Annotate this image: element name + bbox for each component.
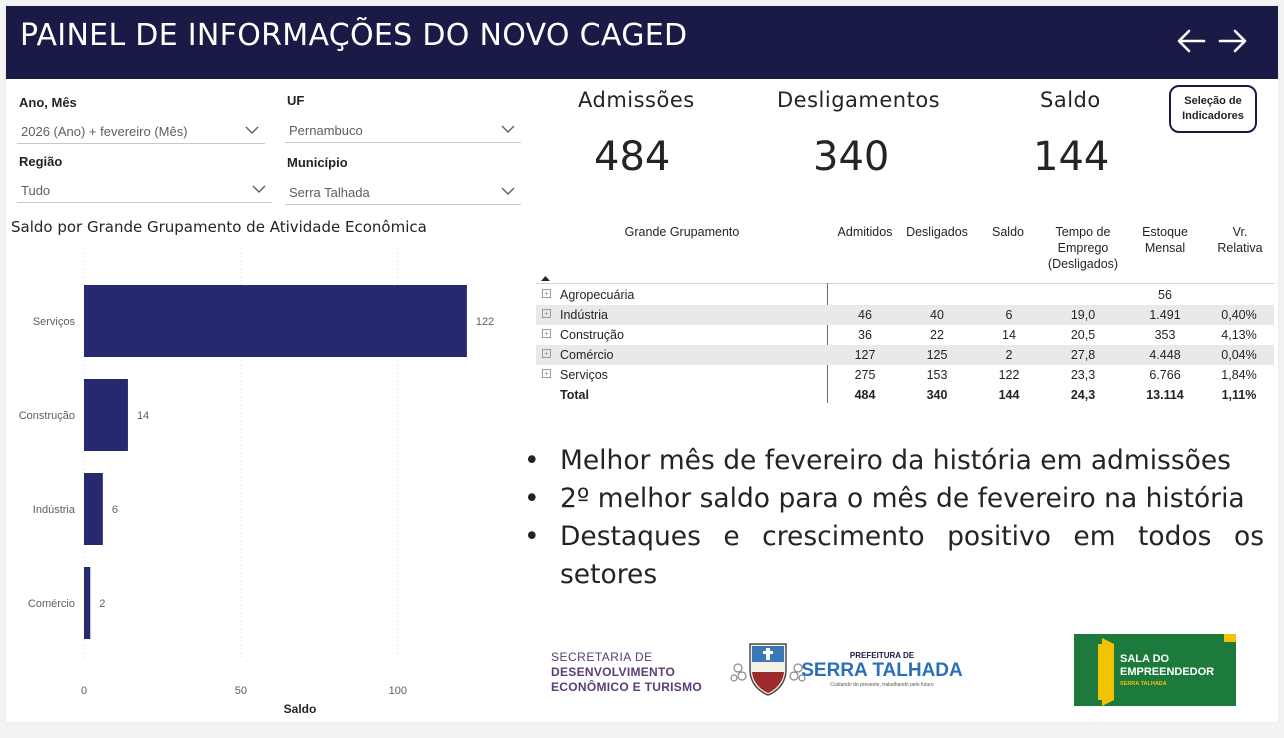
cell-vr: 0,04% [1221,348,1257,362]
data-label: 2 [99,598,106,610]
y-tick-label: Construção [18,410,75,422]
prefeitura-logo-line3: Cuidando do presente, trabalhando pelo futuro [830,682,934,688]
table-row[interactable] [536,325,1274,345]
cell-tempo: 27,8 [1070,348,1096,362]
cell-estoque: 1.491 [1149,308,1181,322]
filter-municipio-dropdown[interactable] [285,179,521,205]
cell-total-label: Total [560,388,589,402]
cell-total-desligados: 340 [926,388,948,402]
cell-desligados: 22 [930,328,944,342]
bar-serviços [84,285,467,357]
col-header-vr[interactable] [1210,224,1270,256]
cell-saldo: 6 [1005,308,1013,322]
x-tick-label: 100 [388,685,408,697]
col-header-tempo[interactable] [1040,224,1126,272]
cell-admitidos: 127 [854,348,876,362]
table-row[interactable] [536,365,1274,385]
filter-uf-label: UF [287,93,305,108]
cell-desligados: 40 [930,308,944,322]
cell-total-admitidos: 484 [854,388,876,402]
cell-saldo: 122 [998,368,1020,382]
bar-comércio [84,567,90,639]
col-header-saldo[interactable]: Saldo [992,225,1024,239]
cell-grupamento: Indústria [560,308,608,322]
bar-indústria [84,473,103,545]
expand-row-icon[interactable]: + [542,349,551,358]
kpi-desligamentos-value: 340 [813,134,890,180]
kpi-admissoes-label: Admissões [578,88,695,112]
data-label: 14 [136,410,150,422]
secretaria-logo-line1: SECRETARIA DE [551,650,653,664]
cell-grupamento: Serviços [560,368,608,382]
chevron-down-icon [501,187,515,196]
data-label: 122 [475,316,495,328]
page-title: PAINEL DE INFORMAÇÕES DO NOVO CAGED [20,18,688,53]
expand-row-icon[interactable]: + [542,369,551,378]
cell-estoque: 6.766 [1149,368,1181,382]
cell-vr: 4,13% [1221,328,1257,342]
cell-total-saldo: 144 [998,388,1020,402]
table-row[interactable] [536,285,1274,305]
col-header-estoque-l1: Estoque [1142,225,1188,239]
expand-row-icon[interactable]: + [542,309,551,318]
chevron-down-icon [501,125,515,134]
cell-tempo: 20,5 [1070,328,1096,342]
cell-total-vr: 1,11% [1221,388,1257,402]
saldo-bar-chart [6,240,521,720]
prefeitura-logo-line1: PREFEITURA DE [849,651,915,660]
cell-desligados: 125 [926,348,948,362]
sala-logo-line2: EMPREENDEDOR [1120,666,1215,678]
data-label: 6 [111,504,118,516]
x-tick-label: 0 [80,685,88,697]
col-header-admitidos[interactable]: Admitidos [837,225,893,239]
cell-total-estoque: 13.114 [1146,388,1184,402]
col-header-tempo-l2: Emprego [1057,241,1109,255]
cell-saldo: 14 [1002,328,1016,342]
cell-grupamento: Construção [560,328,624,342]
kpi-saldo-value: 144 [1033,134,1110,180]
highlight-item: • 2º melhor saldo para o mês de fevereiro na história [522,480,1264,518]
y-tick-label: Serviços [32,316,75,328]
filter-ano-mes-value: 2026 (Ano) + fevereiro (Mês) [21,124,188,139]
arrow-left-icon[interactable] [1174,26,1208,56]
secretaria-logo-line2: DESENVOLVIMENTO [551,665,676,679]
select-indicators-line2: Indicadores [1182,110,1244,122]
filter-ano-mes-label: Ano, Mês [19,95,77,110]
highlights-list [522,442,1264,594]
city-crest-icon [728,640,973,700]
sala-logo-line1: SALA DO [1120,653,1170,665]
filter-regiao-label: Região [19,154,63,169]
kpi-desligamentos-label: Desligamentos [777,88,941,112]
prefeitura-logo [728,640,973,705]
x-tick-label: 50 [234,685,248,697]
cell-admitidos: 275 [854,368,876,382]
expand-row-icon[interactable]: + [542,289,551,298]
y-tick-label: Comércio [27,598,75,610]
secretaria-logo [551,650,702,695]
select-indicators-button[interactable] [1169,85,1257,133]
sort-ascending-icon[interactable] [541,276,550,282]
highlight-item-continuation: setores [560,559,658,590]
cell-grupamento: Comércio [560,348,614,362]
bar-construção [84,379,128,451]
col-header-vr-l2: Relativa [1217,241,1263,255]
cell-estoque: 353 [1154,328,1176,342]
cell-total-tempo: 24,3 [1070,388,1096,402]
col-header-tempo-l1: Tempo de [1055,225,1111,239]
secretaria-logo-line3: ECONÔMICO E TURISMO [551,680,703,694]
select-indicators-line1: Seleção de [1184,95,1242,107]
filter-municipio-value: Serra Talhada [289,185,370,200]
cell-vr: 1,84% [1221,368,1257,382]
cell-estoque: 56 [1158,288,1172,302]
sala-logo-line3: SERRA TALHADA [1120,681,1167,687]
cell-grupamento: Agropecuária [560,288,635,302]
kpi-saldo-label: Saldo [1040,88,1101,112]
prefeitura-logo-line2: SERRA TALHADA [801,660,963,681]
cell-desligados: 153 [926,368,948,382]
filter-regiao-value: Tudo [21,183,51,198]
header-bar [6,6,1278,79]
cell-vr: 0,40% [1221,308,1257,322]
cell-tempo: 23,3 [1070,368,1096,382]
door-icon [1074,634,1236,706]
col-header-tempo-l3: (Desligados) [1047,257,1119,271]
chart-title: Saldo por Grande Grupamento de Atividade Econômica [11,218,427,236]
col-header-estoque[interactable] [1130,224,1200,256]
highlight-item: • Destaques e crescimento positivo em todos os [522,518,1264,556]
chevron-down-icon [252,185,266,194]
filter-uf-value: Pernambuco [289,123,363,138]
col-header-desligados[interactable]: Desligados [906,225,968,239]
kpi-admissoes-value: 484 [594,134,671,180]
sala-empreendedor-logo [1074,634,1236,706]
table-header-divider [536,283,1274,284]
filter-municipio-label: Município [287,155,348,170]
filter-ano-mes-dropdown[interactable] [17,118,265,144]
table-row[interactable] [536,345,1274,365]
table-total-row [536,385,1274,405]
expand-row-icon[interactable]: + [542,329,551,338]
cell-saldo: 2 [1005,348,1013,362]
col-header-vr-l1: Vr. [1232,225,1248,239]
x-axis-title: Saldo [283,702,317,716]
col-header-grupamento[interactable]: Grande Grupamento [624,225,740,239]
y-tick-label: Indústria [32,504,75,516]
col-header-estoque-l2: Mensal [1144,241,1186,255]
cell-estoque: 4.448 [1149,348,1181,362]
arrow-right-icon[interactable] [1216,26,1250,56]
table-row[interactable] [536,305,1274,325]
cell-admitidos: 46 [858,308,872,322]
cell-tempo: 19,0 [1070,308,1096,322]
chevron-down-icon [245,126,259,135]
highlight-item: • Melhor mês de fevereiro da história em admissões [522,442,1264,480]
cell-admitidos: 36 [858,328,872,342]
filter-uf-dropdown[interactable] [285,117,521,143]
filter-regiao-dropdown[interactable] [17,177,272,203]
